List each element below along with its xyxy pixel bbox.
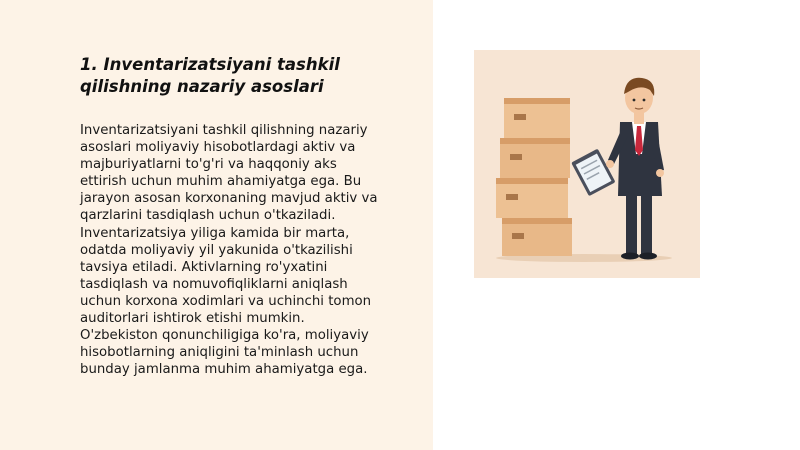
- body-line: Inventarizatsiyani tashkil qilishning nazariy: [80, 123, 368, 138]
- slide-title: [80, 54, 410, 98]
- body-line: tasdiqlash va nomuvofiqliklarni aniqlash: [80, 276, 348, 292]
- body-line: auditorlari ishtirok etishi mumkin.: [80, 311, 305, 327]
- illustration-drawing: [474, 50, 700, 278]
- body-line: Inventarizatsiya yiliga kamida bir marta,: [80, 225, 350, 241]
- businessman-checking-boxes-icon: [474, 50, 700, 278]
- body-line: qarzlarini tasdiqlash uchun o'tkaziladi.: [80, 208, 336, 224]
- cardboard-box-stack: [496, 98, 572, 256]
- slide-body-text: [80, 122, 425, 378]
- body-line: tavsiya etiladi. Aktivlarning ro'yxatini: [80, 259, 328, 275]
- body-line: uchun korxona xodimlari va uchinchi tomon: [80, 293, 372, 309]
- title-line: 1. Inventarizatsiyani tashkil: [80, 55, 340, 74]
- body-line: bunday jamlanma muhim ahamiyatga ega.: [80, 362, 368, 378]
- body-line: hisobotlarning aniqligini ta'minlash uchun: [80, 345, 359, 361]
- body-line: odatda moliyaviy yil yakunida o'tkazilishi: [80, 242, 353, 258]
- body-line: jarayon asosan korxonaning mavjud aktiv va: [80, 191, 378, 207]
- businessman-figure: [571, 78, 664, 260]
- body-line: O'zbekiston qonunchiligiga ko'ra, moliyaviy: [80, 328, 369, 344]
- body-line: majburiyatlarni to'g'ri va haqqoniy aks: [80, 157, 337, 173]
- body-line: asoslari moliyaviy hisobotlardagi aktiv va: [80, 140, 356, 156]
- body-line: ettirish uchun muhim ahamiyatga ega. Bu: [80, 174, 362, 190]
- title-line: qilishning nazariy asoslari: [80, 77, 324, 96]
